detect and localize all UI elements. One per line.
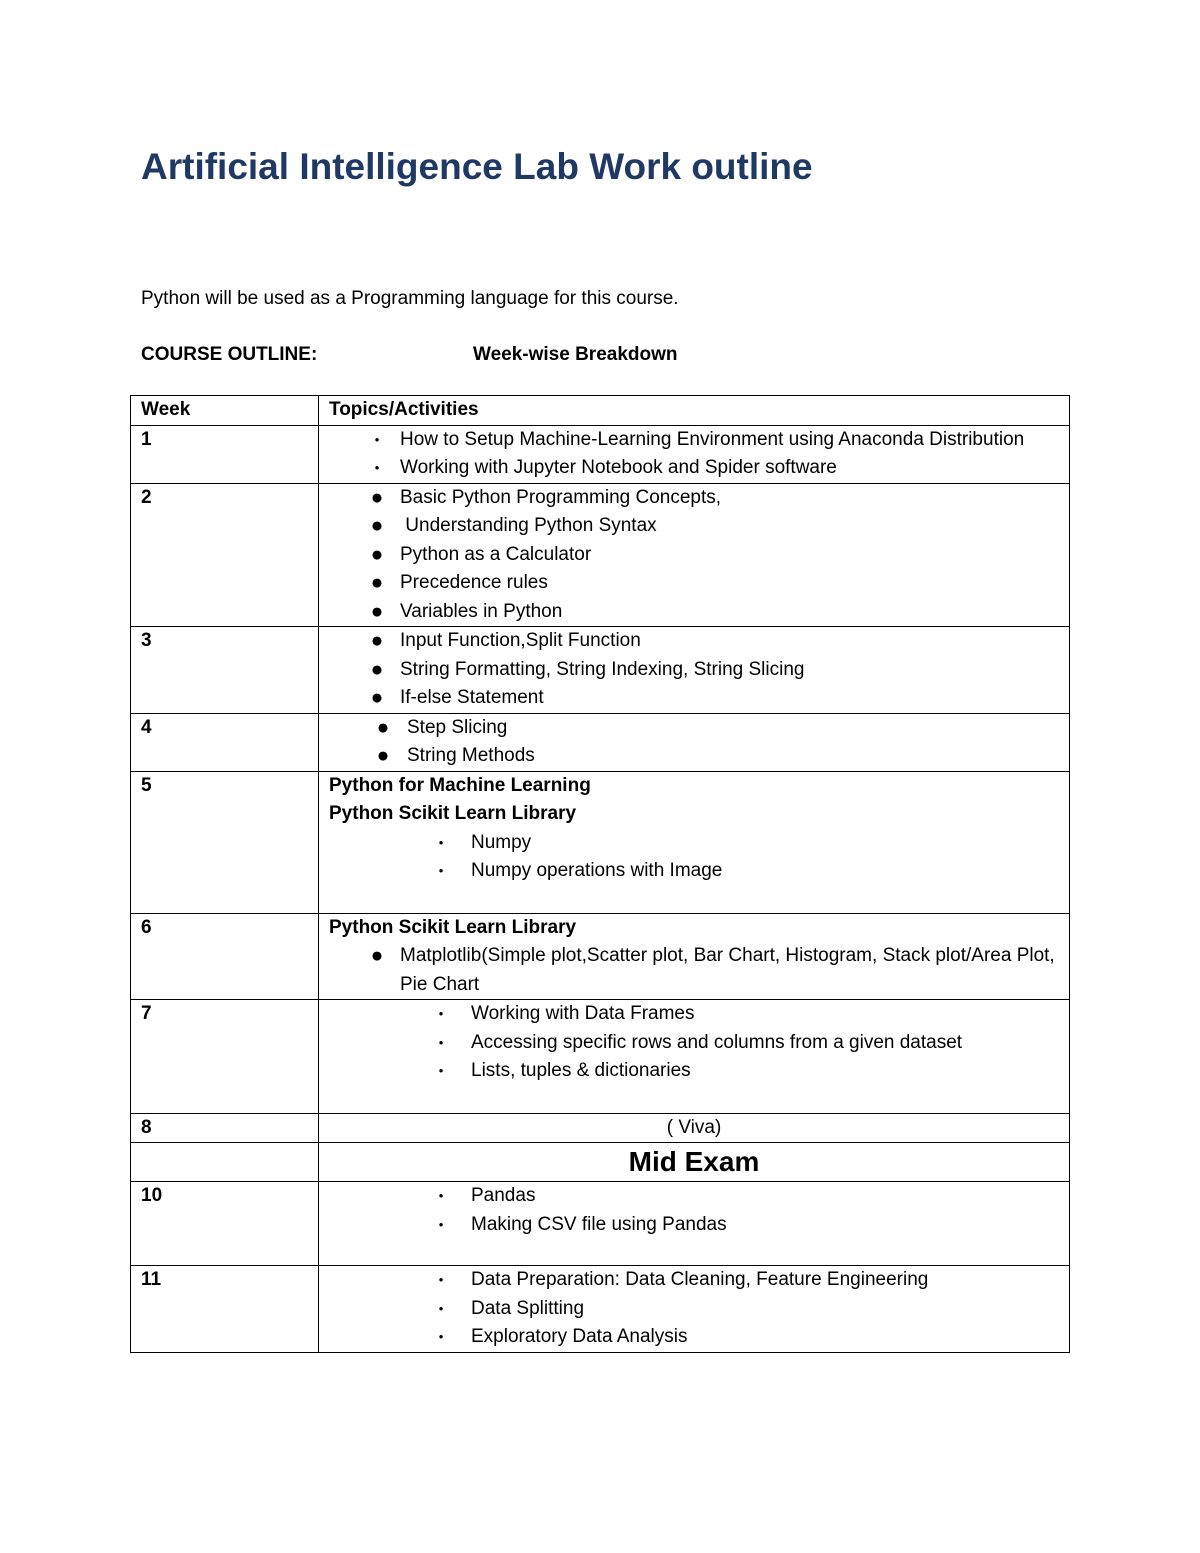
- bullet-icon: •: [438, 1300, 444, 1316]
- bullet-icon: ●: [370, 571, 384, 594]
- table-row: [131, 1000, 1070, 1114]
- topics-cell: [319, 627, 1070, 714]
- list-item: • Making CSV file using Pandas: [329, 1211, 1059, 1240]
- list-item: • Lists, tuples & dictionaries: [329, 1057, 1059, 1086]
- bullet-icon: ●: [370, 686, 384, 709]
- list-item: • Working with Data Frames: [329, 1000, 1059, 1029]
- bullet-icon: ●: [376, 715, 390, 739]
- header-week: Week: [131, 396, 319, 426]
- topics-cell: [319, 425, 1070, 483]
- week-wise-breakdown-label: Week-wise Breakdown: [473, 344, 678, 365]
- week-number: 2: [131, 483, 319, 627]
- list-item: ● String Formatting, String Indexing, String Slicing: [329, 656, 1059, 685]
- list-item: ● Python as a Calculator: [329, 541, 1059, 570]
- list-item: • Pandas: [329, 1182, 1059, 1211]
- mid-exam-cell: Mid Exam: [319, 1143, 1070, 1182]
- table-row: [131, 913, 1070, 1000]
- list-item: • Accessing specific rows and columns from a given dataset: [329, 1029, 1059, 1058]
- table-row: [131, 1143, 1070, 1182]
- list-item: • Numpy: [329, 829, 1059, 858]
- course-outline-table: [130, 395, 1070, 1353]
- bullet-icon: •: [438, 1329, 444, 1344]
- bullet-icon: •: [438, 1216, 444, 1232]
- list-item: ● Variables in Python: [329, 598, 1059, 627]
- bullet-icon: •: [438, 1272, 444, 1287]
- bullet-icon: ●: [370, 629, 384, 652]
- list-item: • Numpy operations with Image: [329, 857, 1059, 886]
- topics-cell: [319, 771, 1070, 913]
- table-row: [131, 425, 1070, 483]
- list-item: • How to Setup Machine-Learning Environment using Anaconda Distribution: [329, 426, 1059, 455]
- week-number: 6: [131, 913, 319, 1000]
- bullet-icon: ●: [370, 657, 384, 681]
- table-row: [131, 627, 1070, 714]
- topics-cell: [319, 483, 1070, 627]
- table-row: [131, 1113, 1070, 1143]
- list-item: • Data Preparation: Data Cleaning, Feature Engineering: [329, 1266, 1059, 1295]
- list-item: ● If-else Statement: [329, 684, 1059, 713]
- bullet-icon: •: [438, 834, 444, 850]
- topics-cell: [319, 713, 1070, 771]
- bullet-icon: ●: [370, 599, 384, 623]
- bullet-icon: •: [438, 1006, 444, 1021]
- course-outline-label: COURSE OUTLINE:: [141, 344, 318, 365]
- week-number: 8: [131, 1113, 319, 1143]
- table-row: [131, 1182, 1070, 1266]
- list-item: ● Understanding Python Syntax: [329, 512, 1059, 541]
- week-number: 1: [131, 425, 319, 483]
- week-number: 4: [131, 713, 319, 771]
- list-item: • Working with Jupyter Notebook and Spider software: [329, 454, 1059, 483]
- list-item: ● String Methods: [329, 742, 1059, 771]
- bullet-icon: •: [438, 863, 444, 878]
- bullet-icon: ●: [376, 744, 390, 767]
- topic-heading: Python Scikit Learn Library: [329, 803, 577, 824]
- table-header-row: [131, 396, 1070, 426]
- bullet-icon: •: [374, 431, 380, 447]
- bullet-icon: ●: [370, 944, 384, 967]
- list-item: ● Precedence rules: [329, 569, 1059, 598]
- bullet-icon: •: [438, 1063, 444, 1078]
- list-item: ● Basic Python Programming Concepts,: [329, 484, 1059, 513]
- bullet-icon: ●: [370, 542, 384, 566]
- week-number: 7: [131, 1000, 319, 1114]
- week-number: 5: [131, 771, 319, 913]
- list-item: ● Step Slicing: [329, 714, 1059, 743]
- topics-cell: [319, 1266, 1070, 1353]
- topic-heading: Python for Machine Learning: [329, 774, 591, 796]
- week-number: 3: [131, 627, 319, 714]
- list-item: ● Input Function,Split Function: [329, 627, 1059, 656]
- list-item: • Data Splitting: [329, 1295, 1059, 1324]
- course-outline-heading: [141, 344, 678, 366]
- list-item: ● Matplotlib(Simple plot,Scatter plot, Bar Chart, Histogram, Stack plot/Area Plot, Pie Chart: [329, 942, 1059, 999]
- topics-cell: [319, 913, 1070, 1000]
- table-row: [131, 1266, 1070, 1353]
- topics-cell: [319, 1000, 1070, 1114]
- bullet-icon: ●: [370, 514, 384, 537]
- viva-cell: ( Viva): [319, 1113, 1070, 1143]
- week-number: 11: [131, 1266, 319, 1353]
- list-item: • Exploratory Data Analysis: [329, 1323, 1059, 1352]
- page-title: Artificial Intelligence Lab Work outline: [141, 146, 813, 187]
- topic-heading: Python Scikit Learn Library: [329, 916, 577, 938]
- intro-text: Python will be used as a Programming language for this course.: [141, 288, 679, 309]
- bullet-icon: •: [374, 460, 380, 475]
- table-row: [131, 771, 1070, 913]
- week-number: 10: [131, 1182, 319, 1266]
- bullet-icon: ●: [370, 485, 384, 509]
- week-number-empty: [131, 1143, 319, 1182]
- topics-cell: [319, 1182, 1070, 1266]
- table-row: [131, 483, 1070, 627]
- header-topics: Topics/Activities: [319, 396, 1070, 426]
- bullet-icon: •: [438, 1034, 444, 1050]
- table-row: [131, 713, 1070, 771]
- bullet-icon: •: [438, 1188, 444, 1203]
